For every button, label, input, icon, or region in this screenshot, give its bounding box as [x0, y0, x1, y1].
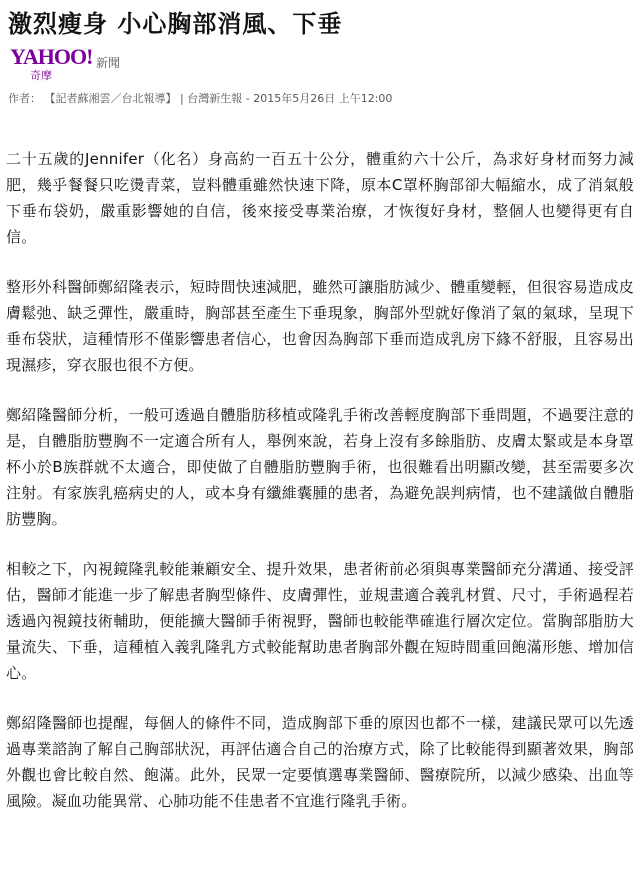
byline-label: 作者：: [8, 92, 41, 105]
article-paragraph-1: 二十五歲的Jennifer（化名）身高約一百五十公分，體重約六十公斤，為求好身材而努力減肥，幾乎餐餐只吃燙青菜，豈料體重雖然快速下降，原本C罩杯胸部卻大幅縮水，成了消氣般下垂布袋奶，嚴重影響她的自信，後來接受專業治療，才恢復好身材，整個人也變得更有自信。: [6, 150, 634, 246]
yahoo-news-logo[interactable]: [10, 44, 130, 80]
byline-separator: |: [180, 92, 184, 105]
byline-author: 【記者蘇湘雲／台北報導】: [44, 92, 177, 105]
article-headline: 激烈瘦身 小心胸部消風、下垂: [8, 10, 343, 38]
article-body: [6, 146, 634, 814]
logo-subtitle: 奇摩: [30, 69, 52, 82]
article-paragraph-3: 鄭紹隆醫師分析，一般可透過自體脂肪移植或隆乳手術改善輕度胸部下垂問題，不過要注意的是，自體脂肪豐胸不一定適合所有人，舉例來說，若身上沒有多餘脂肪、皮膚太緊或是本身罩杯小於B族群就不太適合，即使做了自體脂肪豐胸手術，也很難看出明顯改變，甚至需要多次注射。有家族乳癌病史的人，或本身有纖維囊腫的患者，為避免誤判病情，也不建議做自體脂肪豐胸。: [6, 406, 634, 528]
article-paragraph-4: 相較之下，內視鏡隆乳較能兼顧安全、提升效果，患者術前必須與專業醫師充分溝通、接受評估，醫師才能進一步了解患者胸型條件、皮膚彈性，並規畫適合義乳材質、尺寸，手術過程若透過內視鏡技術輔助，便能擴大醫師手術視野，醫師也較能準確進行層次定位。當胸部脂肪大量流失、下垂，這種植入義乳隆乳方式較能幫助患者胸部外觀在短時間重回飽滿形態、增加信心。: [6, 560, 634, 682]
byline-source[interactable]: 台灣新生報: [187, 92, 243, 105]
byline-date: 2015年5月26日 上午12:00: [253, 92, 393, 105]
byline: [8, 90, 392, 106]
article-paragraph-5: 鄭紹隆醫師也提醒，每個人的條件不同，造成胸部下垂的原因也都不一樣，建議民眾可以先透過專業諮詢了解自己胸部狀況，再評估適合自己的治療方式，除了比較能得到顯著效果，胸部外觀也會比較自然、飽滿。此外，民眾一定要慎選專業醫師、醫療院所，以減少感染、出血等風險。凝血功能異常、心肺功能不佳患者不宜進行隆乳手術。: [6, 714, 634, 810]
logo-section-name: 新聞: [96, 56, 121, 70]
logo-wordmark: YAHOO!: [10, 44, 93, 69]
article-paragraph-2: 整形外科醫師鄭紹隆表示，短時間快速減肥，雖然可讓脂肪減少、體重變輕，但很容易造成皮膚鬆弛、缺乏彈性，嚴重時，胸部甚至產生下垂現象，胸部外型就好像消了氣的氣球，呈現下垂布袋狀，這種情形不僅影響患者信心，也會因為胸部下垂而造成乳房下緣不舒服，且容易出現濕疹，穿衣服也很不方便。: [6, 278, 634, 374]
byline-separator-dash: ‐: [245, 92, 250, 105]
